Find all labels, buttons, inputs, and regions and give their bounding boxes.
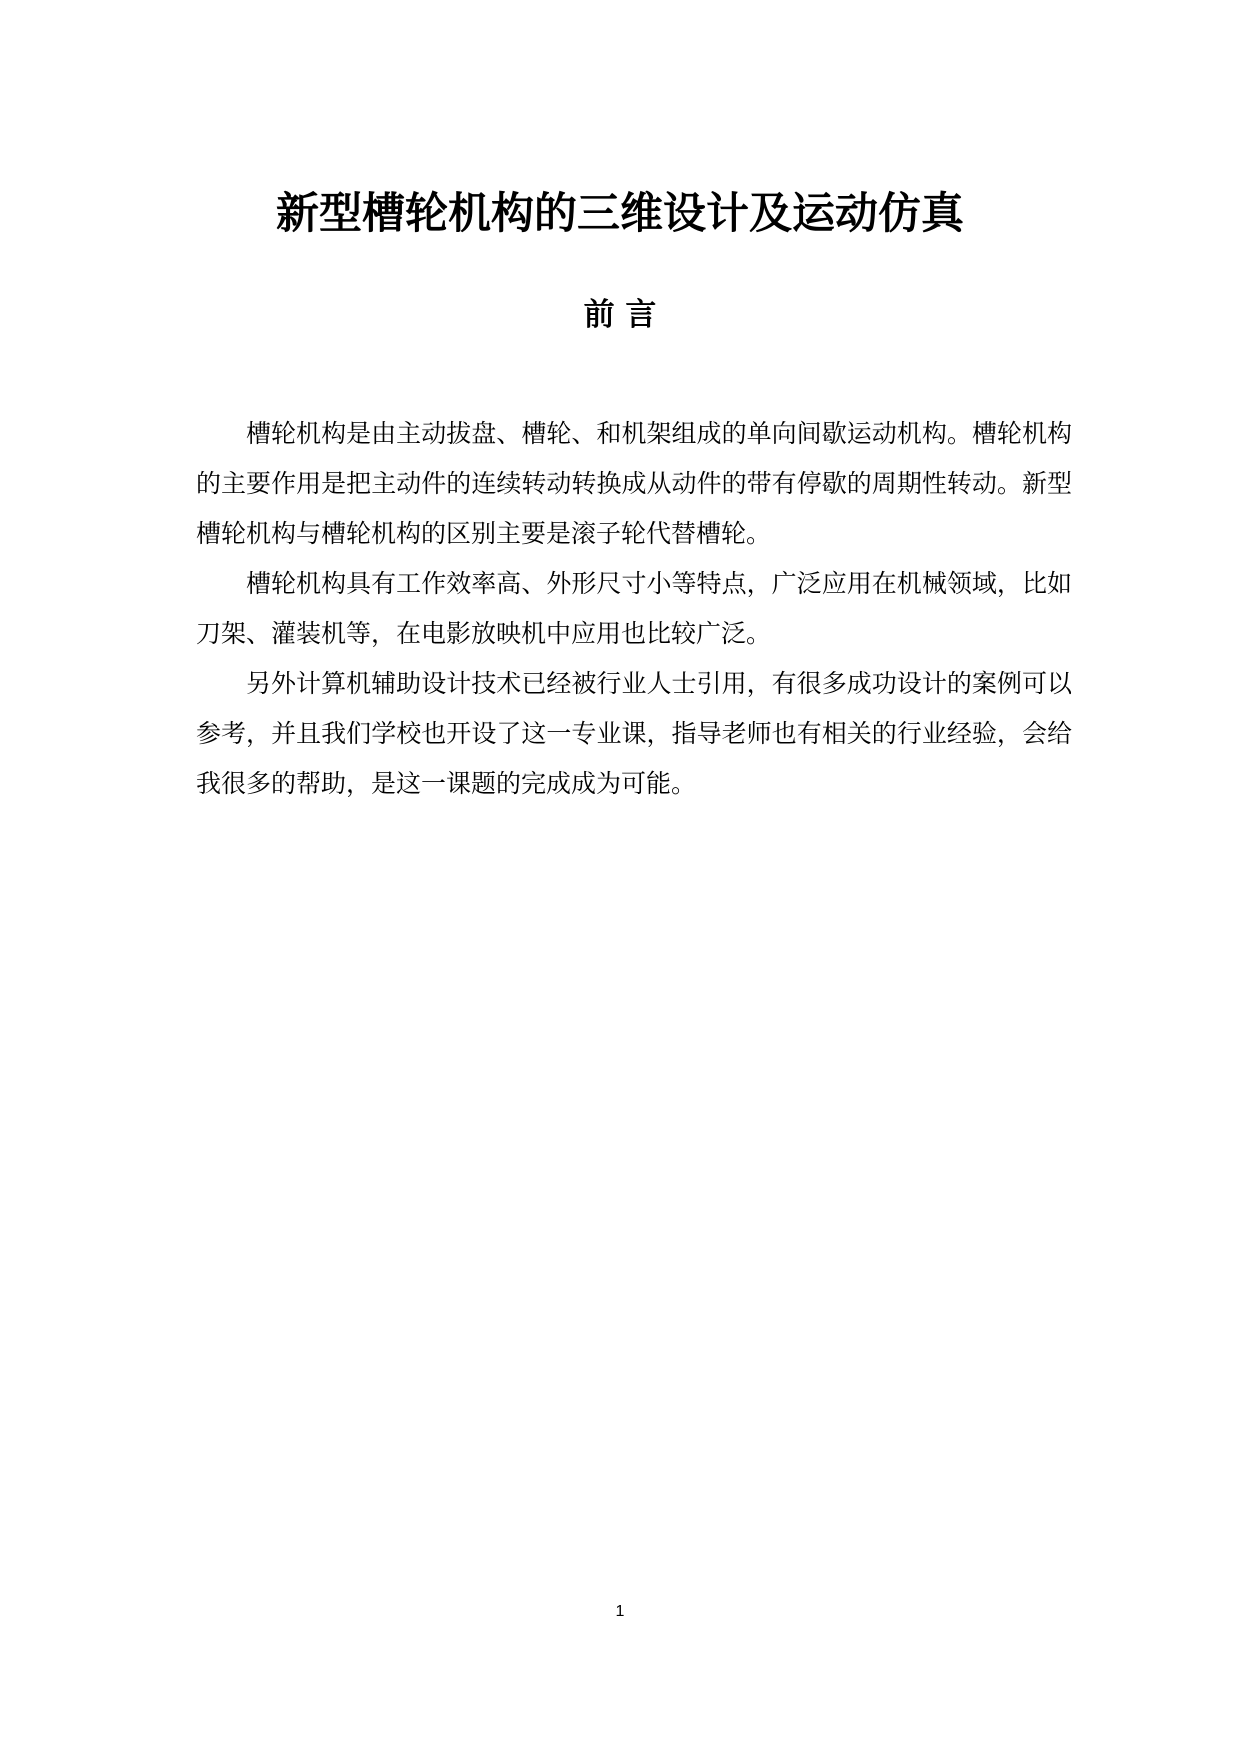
paragraph: 槽轮机构具有工作效率高、外形尺寸小等特点，广泛应用在机械领域，比如刀架、灌装机等，在电影放映机中应用也比较广泛。 bbox=[196, 569, 1072, 648]
document-title: 新型槽轮机构的三维设计及运动仿真 bbox=[276, 189, 964, 239]
paragraph: 槽轮机构是由主动拔盘、槽轮、和机架组成的单向间歇运动机构。槽轮机构的主要作用是把主动件的连续转动转换成从动件的带有停歇的周期性转动。新型槽轮机构与槽轮机构的区别主要是滚子轮代替槽轮。 bbox=[196, 419, 1072, 548]
page-number: 1 bbox=[615, 1603, 625, 1620]
section-heading-preface: 前 言 bbox=[583, 297, 657, 333]
body-text bbox=[196, 409, 1072, 809]
paragraph: 另外计算机辅助设计技术已经被行业人士引用，有很多成功设计的案例可以参考，并且我们学校也开设了这一专业课，指导老师也有相关的行业经验，会给我很多的帮助，是这一课题的完成成为可能。 bbox=[196, 669, 1072, 798]
